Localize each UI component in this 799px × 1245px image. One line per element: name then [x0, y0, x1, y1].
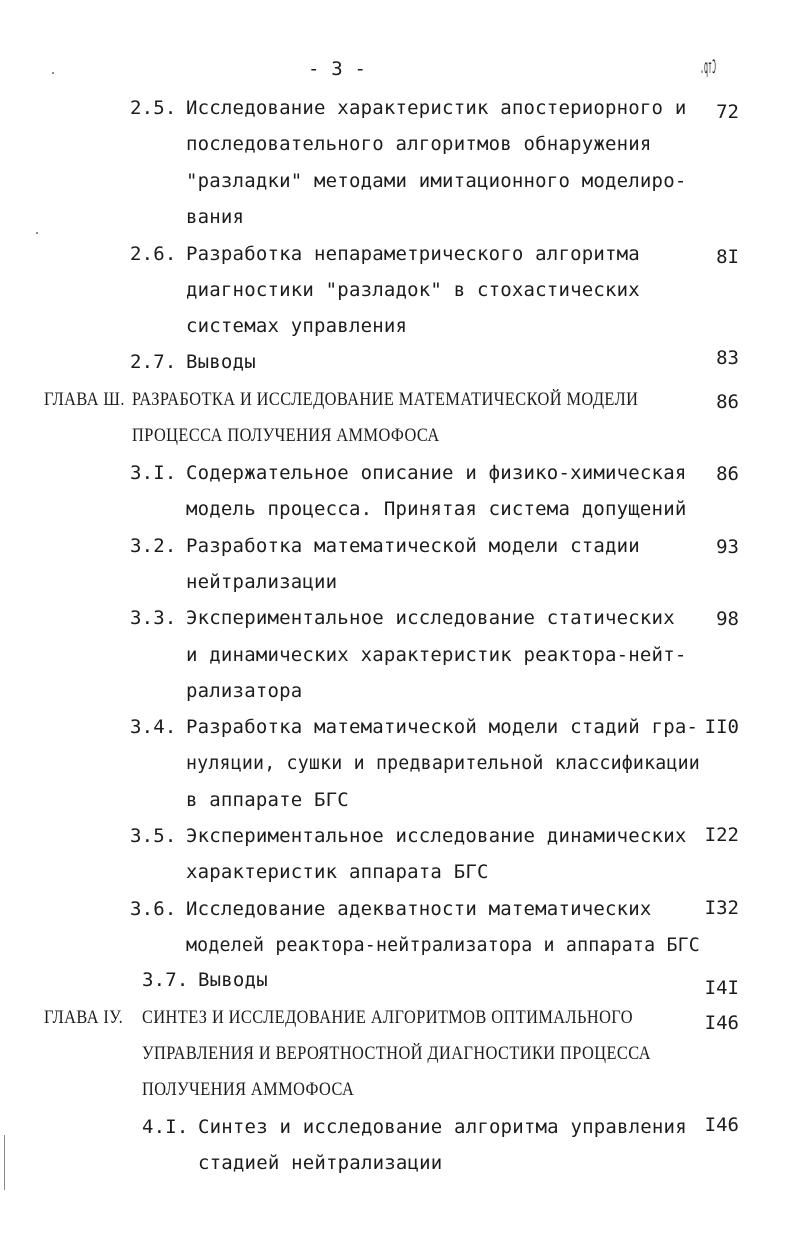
entry-3-4-line-3: в аппарате БГС: [186, 789, 349, 811]
entry-3-3-line-2: и динамических характеристик реактора-нейт-: [186, 644, 687, 666]
entry-2-5-line-4: вания: [186, 206, 245, 228]
entry-2-5-line-1: Исследование характеристик апостериорного и: [186, 97, 687, 119]
entry-2-7-number: 2.7.: [130, 351, 177, 373]
entry-2-5-number: 2.5.: [130, 97, 177, 119]
entry-2-7-page: 83: [716, 347, 739, 369]
entry-2-6-line-2: диагностики "разладок" в стохастических: [186, 279, 640, 301]
entry-4-1-line-2: стадией нейтрализации: [198, 1152, 443, 1174]
entry-3-4-line-1: Разработка математической модели стадий гра-: [186, 716, 699, 738]
entry-3-4-line-2: нуляции, сушки и предварительной классификации: [186, 752, 700, 774]
entry-3-6-number: 3.6.: [130, 898, 177, 920]
entry-3-2-line-1: Разработка математической модели стадии: [186, 535, 640, 557]
entry-2-5-line-2: последовательного алгоритмов обнаружения: [186, 133, 652, 155]
chapter-4-page: I46: [704, 1012, 739, 1034]
chapter-4-title-line-1: СИНТЕЗ И ИССЛЕДОВАНИЕ АЛГОРИТМОВ ОПТИМАЛЬНОГО: [142, 1007, 634, 1028]
chapter-4-label: ГЛАВА IУ.: [44, 1007, 124, 1028]
scan-speck: [52, 72, 54, 74]
entry-2-7-line-1: Выводы: [186, 351, 256, 373]
entry-4-1-page: I46: [704, 1114, 739, 1136]
entry-3-7-number: 3.7.: [142, 969, 189, 991]
entry-2-5-line-3: "разладки" методами имитационного моделиро-: [186, 170, 687, 192]
entry-2-6-number: 2.6.: [130, 243, 177, 265]
page-number: - 3 -: [308, 58, 367, 80]
entry-3-1-line-1: Содержательное описание и физико-химическая: [186, 462, 687, 484]
page-column-label: Стр.: [699, 56, 716, 78]
entry-3-6-page: I32: [704, 897, 739, 919]
entry-3-4-number: 3.4.: [130, 716, 177, 738]
entry-3-3-line-1: Экспериментальное исследование статических: [186, 607, 675, 629]
entry-2-6-page: 8I: [716, 246, 739, 268]
entry-3-6-line-2: моделей реактора-нейтрализатора и аппарата БГС: [186, 934, 700, 956]
entry-3-5-line-2: характеристик аппарата БГС: [186, 861, 489, 883]
entry-3-3-number: 3.3.: [130, 607, 177, 629]
entry-3-3-line-3: рализатора: [186, 680, 303, 702]
scan-edge-mark: [4, 1135, 5, 1190]
entry-3-5-number: 3.5.: [130, 825, 177, 847]
scan-speck-2: [36, 232, 38, 234]
entry-2-6-line-3: системах управления: [186, 315, 408, 337]
entry-3-3-page: 98: [716, 608, 739, 630]
entry-3-2-page: 93: [716, 536, 739, 558]
entry-3-2-number: 3.2.: [130, 535, 177, 557]
entry-2-6-line-1: Разработка непараметрического алгоритма: [186, 243, 640, 265]
chapter-3-title-line-1: РАЗРАБОТКА И ИССЛЕДОВАНИЕ МАТЕМАТИЧЕСКОЙ МОДЕЛИ: [132, 389, 639, 410]
entry-3-6-line-1: Исследование адекватности математических: [186, 898, 652, 920]
chapter-3-title-line-2: ПРОЦЕССА ПОЛУЧЕНИЯ АММОФОСА: [132, 425, 440, 446]
entry-4-1-number: 4.I.: [142, 1116, 189, 1138]
entry-3-5-line-1: Экспериментальное исследование динамических: [186, 825, 687, 847]
entry-3-4-page: II0: [704, 716, 739, 738]
entry-3-1-page: 86: [716, 463, 739, 485]
entry-3-2-line-2: нейтрализации: [186, 571, 338, 593]
entry-3-5-page: I22: [704, 824, 739, 846]
entry-3-1-line-2: модель процесса. Принятая система допущений: [186, 498, 687, 520]
chapter-4-title-line-2: УПРАВЛЕНИЯ И ВЕРОЯТНОСТНОЙ ДИАГНОСТИКИ ПРОЦЕССА: [142, 1043, 651, 1064]
chapter-4-title-line-3: ПОЛУЧЕНИЯ АММОФОСА: [142, 1079, 355, 1100]
entry-2-5-page: 72: [716, 101, 739, 123]
entry-3-7-line-1: Выводы: [198, 969, 268, 991]
entry-3-1-number: 3.I.: [130, 462, 177, 484]
chapter-3-page: 86: [716, 391, 739, 413]
entry-3-7-page: I4I: [704, 977, 739, 999]
chapter-3-label: ГЛАВА Ш.: [44, 389, 125, 410]
entry-4-1-line-1: Синтез и исследование алгоритма управления: [198, 1116, 687, 1138]
